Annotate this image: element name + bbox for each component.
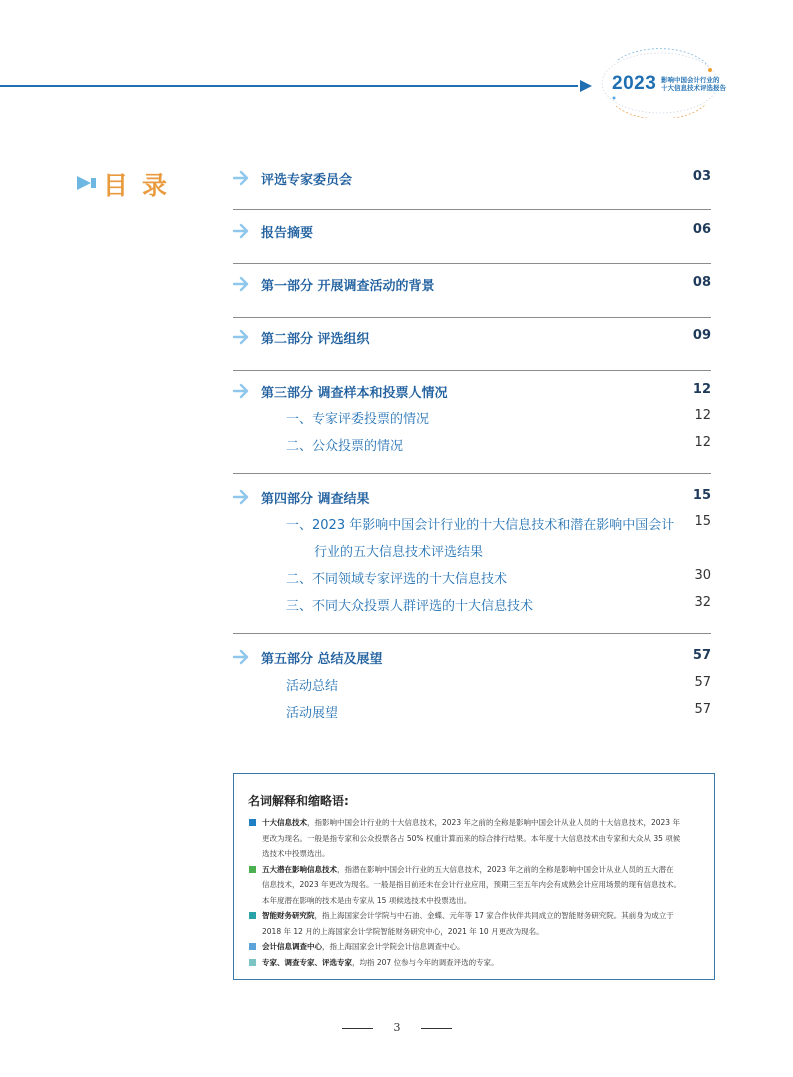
footer-rule-left: [342, 1028, 373, 1029]
toc-subentry-page: 12: [694, 435, 711, 450]
page-number: 3: [393, 1021, 401, 1034]
glossary-line: 信息技术，2023 年更改为现名。一般是指目前还未在会计行业应用，预期三至五年内会有成熟会计应用场景的现有信息技术。: [262, 880, 681, 889]
toc-subentry-page: 12: [694, 408, 711, 423]
toc-entry-title: 第三部分 调查样本和投票人情况: [261, 386, 448, 401]
glossary-heading: 名词解释和缩略语:: [248, 794, 349, 808]
toc-entry-title: 第一部分 开展调查活动的背景: [261, 279, 435, 294]
toc-entry[interactable]: [233, 487, 711, 507]
toc-entry[interactable]: [233, 274, 711, 294]
toc-subentry[interactable]: [233, 674, 711, 694]
toc-subentry[interactable]: [233, 407, 711, 427]
glossary-item: [249, 955, 704, 971]
glossary-item: [249, 908, 704, 939]
bullet-square-icon: [249, 866, 256, 873]
glossary-box: [233, 773, 715, 980]
glossary-item: [249, 862, 704, 909]
arrow-right-icon: [233, 649, 251, 665]
glossary-line: 专家、调查专家、评选专家，均指 207 位参与今年的调查评选的专家。: [262, 957, 499, 967]
header-subtitle-line2: 十大信息技术评选报告: [661, 84, 726, 92]
glossary-line: 五大潜在影响信息技术，指潜在影响中国会计行业的五大信息技术，2023 年之前的全称是影响中国会计从业人员的五大潜在: [262, 864, 674, 874]
toc-subentry-continued: [233, 540, 711, 560]
toc-subentry-page: 32: [694, 595, 711, 610]
toc-entry[interactable]: [233, 168, 711, 188]
glossary-line: 2018 年 12 月的上海国家会计学院智能财务研究中心，2021 年 10 月更改为现名。: [262, 926, 544, 936]
toc-subentry-title: 一、专家评委投票的情况: [286, 412, 430, 427]
toc-marker-icon: [77, 176, 91, 190]
toc-subentry-title: 活动展望: [286, 706, 339, 721]
glossary-term: 智能财务研究院: [262, 911, 315, 920]
toc-entry-page: 08: [692, 275, 711, 290]
toc-subentry-title: 活动总结: [286, 679, 339, 694]
toc-entry-title: 第五部分 总结及展望: [261, 652, 383, 667]
glossary-line: 更改为现名。一般是指专家和公众投票各占 50% 权重计算而来的综合排行结果。本年度十大信息技术由专家和大众从 35 项候: [262, 833, 681, 843]
toc-subentry[interactable]: [233, 594, 711, 614]
bullet-square-icon: [249, 912, 256, 919]
glossary-line: 会计信息调查中心，指上海国家会计学院会计信息调查中心。: [262, 942, 465, 951]
glossary-item: [249, 815, 704, 862]
toc-entry-title: 第四部分 调查结果: [261, 492, 370, 507]
header-subtitle-line1: 影响中国会计行业的: [661, 76, 720, 84]
toc-divider: [233, 263, 711, 264]
toc-entry-title: 评选专家委员会: [261, 173, 353, 188]
toc-subentry-page: 57: [694, 675, 711, 690]
toc-divider: [233, 209, 711, 210]
arrow-right-icon: [233, 383, 251, 399]
toc-entry-page: 09: [692, 328, 711, 343]
toc-entry[interactable]: [233, 221, 711, 241]
glossary-term: 十大信息技术: [262, 818, 307, 827]
bullet-square-icon: [249, 959, 256, 966]
toc-subentry[interactable]: [233, 434, 711, 454]
arrow-right-icon: [233, 276, 251, 292]
toc-entry-page: 03: [692, 169, 711, 184]
arrow-right-icon: [233, 223, 251, 239]
header-arrow-icon: [580, 80, 592, 92]
footer-rule-right: [421, 1028, 452, 1029]
toc-subentry[interactable]: [233, 513, 711, 533]
arrow-right-icon: [233, 329, 251, 345]
toc-subentry-page: 15: [694, 514, 711, 529]
toc-entry[interactable]: [233, 647, 711, 667]
header-subtitle: [661, 76, 726, 92]
toc-entry-title: 报告摘要: [261, 226, 314, 241]
glossary-term: 会计信息调查中心: [262, 942, 322, 951]
toc-subentry-title: 二、不同领域专家评选的十大信息技术: [286, 572, 508, 587]
toc-marker-bar: [91, 178, 96, 188]
toc-divider: [233, 317, 711, 318]
toc-subentry[interactable]: [233, 567, 711, 587]
toc-entry-page: 15: [692, 488, 711, 503]
toc-entry[interactable]: [233, 327, 711, 347]
toc-divider: [233, 633, 711, 634]
toc-entry-page: 06: [692, 222, 711, 237]
glossary-item: [249, 939, 704, 955]
glossary-term: 五大潜在影响信息技术: [262, 864, 337, 874]
glossary-line: 选技术中投票选出。: [262, 849, 330, 858]
page-title: 目录: [103, 171, 182, 200]
toc-subentry-title-cont: 行业的五大信息技术评选结果: [314, 545, 484, 560]
toc-entry[interactable]: [233, 381, 711, 401]
bullet-square-icon: [249, 943, 256, 950]
header-rule: [0, 85, 578, 87]
glossary-term: 专家、调查专家、评选专家: [262, 957, 352, 967]
glossary-line: 十大信息技术，指影响中国会计行业的十大信息技术，2023 年之前的全称是影响中国会计从业人员的十大信息技术，2023 年: [262, 818, 680, 827]
toc-subentry-title: 二、公众投票的情况: [286, 439, 404, 454]
arrow-right-icon: [233, 489, 251, 505]
toc-entry-page: 57: [692, 648, 711, 663]
glossary-line: 智能财务研究院，指上海国家会计学院与中石油、金蝶、元年等 17 家合作伙伴共同成立的智能财务研究院。其前身为成立于: [262, 911, 674, 920]
arrow-right-icon: [233, 170, 251, 186]
toc-subentry-page: 30: [694, 568, 711, 583]
toc-subentry-title: 三、不同大众投票人群评选的十大信息技术: [286, 599, 534, 614]
toc-divider: [233, 473, 711, 474]
toc-divider: [233, 370, 711, 371]
toc-subentry[interactable]: [233, 701, 711, 721]
bullet-square-icon: [249, 819, 256, 826]
toc-entry-page: 12: [692, 382, 711, 397]
toc-subentry-page: 57: [694, 702, 711, 717]
header-year: 2023: [612, 73, 657, 94]
toc-subentry-title: 一、2023 年影响中国会计行业的十大信息技术和潜在影响中国会计: [286, 518, 675, 533]
toc-entry-title: 第二部分 评选组织: [261, 332, 370, 347]
glossary-line: 本年度潜在影响的技术是由专家从 15 项候选技术中投票选出。: [262, 895, 472, 905]
